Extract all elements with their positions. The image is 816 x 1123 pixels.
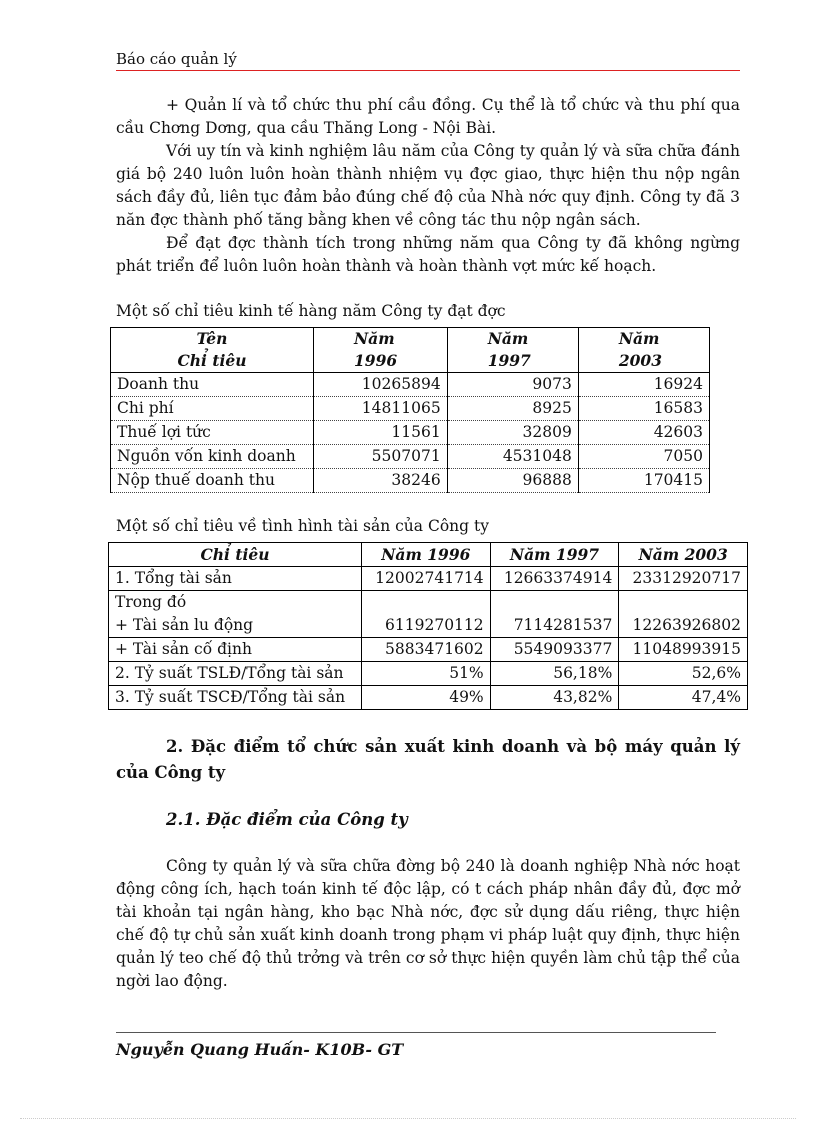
table-row [109, 638, 748, 662]
table1-header-row [111, 328, 710, 373]
economic-indicators-table [110, 327, 710, 493]
section-2-1-heading: 2.1. Đặc điểm của Công ty [166, 810, 408, 829]
value-1996: 10265894 [314, 373, 448, 397]
value-1997: 8925 [447, 397, 578, 421]
row-label: 2. Tỷ suất TSLĐ/Tổng tài sản [109, 662, 362, 686]
row-label: Thuế lợi tức [111, 421, 314, 445]
value-1996: 6119270112 [362, 614, 491, 638]
paragraph-company: Công ty quản lý và sữa chữa đờng bộ 240 là doanh nghiệp Nhà nớc hoạt động công ích, hạch toán kinh tế độc lập, có t cách pháp nhân đầy đủ, đợc mở tài khoản tại ngân hàng, kho bạc Nhà nớc, đợc sử dụng dấu riêng, thực hiện chế độ tự chủ sản xuất kinh doanh trong phạm vi pháp luật quy định, thực hiện quản lý teo chế độ thủ trởng và trên cơ sở thực hiện quyền làm chủ tập thể của ngời lao động. [116, 857, 740, 990]
table-row [111, 469, 710, 493]
value-1996: 49% [362, 686, 491, 710]
table1-header-indicator: Tên Chỉ tiêu [111, 328, 314, 373]
paragraph-3: Để đạt đợc thành tích trong những năm qua Công ty đã không ngừng phát triển để luôn luôn hoàn thành và hoàn thành vợt mức kế hoạch. [116, 234, 740, 275]
table-row [111, 445, 710, 469]
header-title: Báo cáo quản lý [116, 50, 237, 68]
table1-header-2003: Năm 2003 [578, 328, 709, 373]
page-bottom-divider [20, 1118, 796, 1119]
table2-header-2003: Năm 2003 [619, 543, 748, 567]
value-1996: 5883471602 [362, 638, 491, 662]
value-2003: 16924 [578, 373, 709, 397]
row-label: Trong đó [109, 591, 362, 615]
value-1997: 12663374914 [490, 567, 619, 591]
table-row [111, 373, 710, 397]
table2-header-indicator: Chỉ tiêu [109, 543, 362, 567]
value-2003: 170415 [578, 469, 709, 493]
value-2003: 7050 [578, 445, 709, 469]
table1-header-1996: Năm 1996 [314, 328, 448, 373]
table2-header-1997: Năm 1997 [490, 543, 619, 567]
footer-author: Nguyễn Quang Huấn- K10B- GT [116, 1040, 404, 1059]
row-label: Doanh thu [111, 373, 314, 397]
paragraph-2: Với uy tín và kinh nghiệm lâu năm của Công ty quản lý và sữa chữa đánh giá bộ 240 luôn luôn hoàn thành nhiệm vụ đợc giao, thực hiện thu nộp ngân sách đầy đủ, liên tục đảm bảo đúng chế độ của Nhà nớc quy định. Công ty đã 3 năn đợc thành phố tăng bằng khen về công tác thu nộp ngân sách. [116, 142, 740, 229]
value-1997: 56,18% [490, 662, 619, 686]
row-label: 3. Tỷ suất TSCĐ/Tổng tài sản [109, 686, 362, 710]
value-1997: 96888 [447, 469, 578, 493]
value-2003: 16583 [578, 397, 709, 421]
value-1996: 14811065 [314, 397, 448, 421]
value-2003: 47,4% [619, 686, 748, 710]
table-row [109, 686, 748, 710]
row-label: Nguồn vốn kinh doanh [111, 445, 314, 469]
value-1997: 5549093377 [490, 638, 619, 662]
row-label: Chi phí [111, 397, 314, 421]
table1-header-1997: Năm 1997 [447, 328, 578, 373]
paragraph-1: + Quản lí và tổ chức thu phí cầu đồng. Cụ thể là tổ chức và thu phí qua cầu Chơng Dơng, qua cầu Thăng Long - Nội Bài. [116, 96, 740, 137]
table2-header-row [109, 543, 748, 567]
section-2-heading: 2. Đặc điểm tổ chức sản xuất kinh doanh và bộ máy quản lý của Công ty [116, 737, 740, 782]
table1-caption: Một số chỉ tiêu kinh tế hàng năm Công ty đạt đợc [116, 302, 506, 320]
footer-divider [116, 1032, 716, 1033]
table-row [109, 591, 748, 615]
value-1997: 43,82% [490, 686, 619, 710]
value-1997 [490, 591, 619, 615]
value-1996: 51% [362, 662, 491, 686]
value-1996 [362, 591, 491, 615]
value-2003: 52,6% [619, 662, 748, 686]
value-1997: 7114281537 [490, 614, 619, 638]
value-2003 [619, 591, 748, 615]
row-label: + Tài sản lu động [109, 614, 362, 638]
table-row [111, 397, 710, 421]
page-header [116, 50, 740, 71]
value-1997: 32809 [447, 421, 578, 445]
value-2003: 23312920717 [619, 567, 748, 591]
value-2003: 12263926802 [619, 614, 748, 638]
value-1996: 12002741714 [362, 567, 491, 591]
value-1996: 5507071 [314, 445, 448, 469]
table-row [109, 662, 748, 686]
asset-indicators-table [108, 542, 748, 710]
value-1997: 4531048 [447, 445, 578, 469]
value-2003: 11048993915 [619, 638, 748, 662]
row-label: Nộp thuế doanh thu [111, 469, 314, 493]
value-1996: 38246 [314, 469, 448, 493]
value-2003: 42603 [578, 421, 709, 445]
value-1996: 11561 [314, 421, 448, 445]
value-1997: 9073 [447, 373, 578, 397]
table2-caption: Một số chỉ tiêu về tình hình tài sản của Công ty [116, 517, 489, 535]
row-label: 1. Tổng tài sản [109, 567, 362, 591]
document-body [116, 94, 740, 993]
table2-header-1996: Năm 1996 [362, 543, 491, 567]
row-label: + Tài sản cố định [109, 638, 362, 662]
table-row [109, 567, 748, 591]
table-row [111, 421, 710, 445]
table-row [109, 614, 748, 638]
